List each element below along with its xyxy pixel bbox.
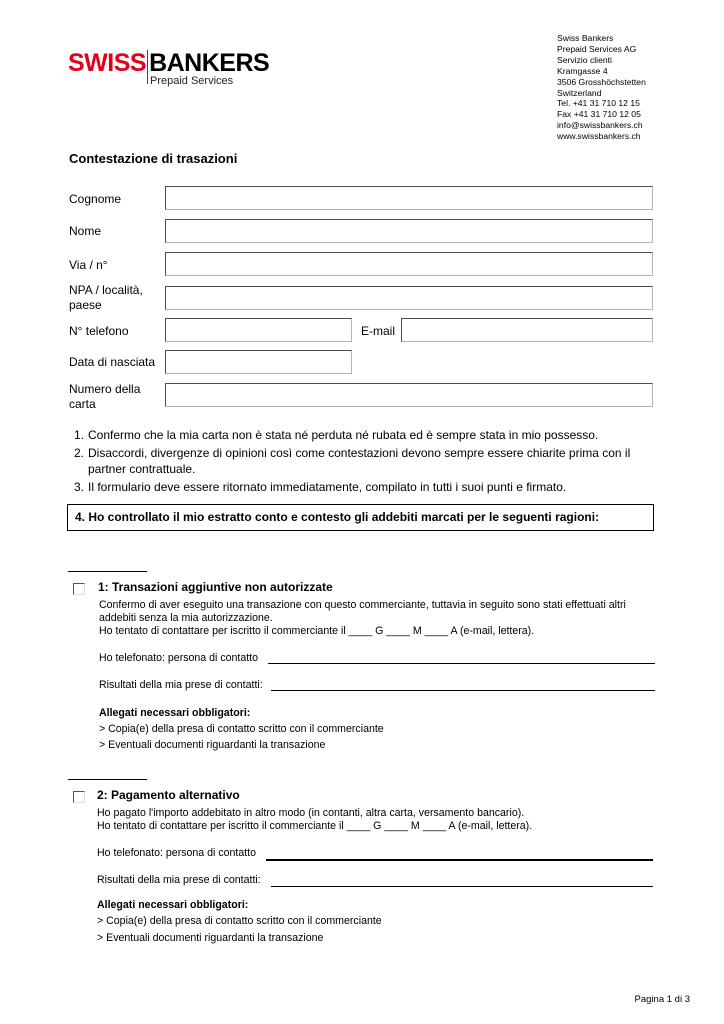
section1-title: 1: Transazioni aggiuntive non autorizzate [98, 580, 333, 594]
email-input[interactable] [401, 318, 653, 342]
telefono-input[interactable] [165, 318, 352, 342]
section2-attach-item: > Eventuali documenti riguardanti la transazione [97, 932, 324, 944]
logo-swiss: SWISS [68, 49, 147, 77]
section-divider [68, 779, 147, 780]
rule-item: 1. Confermo che la mia carta non è stata né perduta né rubata ed è sempre stata in mio possesso. [73, 428, 599, 442]
email-label: E-mail [361, 324, 396, 338]
page-number: Pagina 1 di 3 [634, 994, 690, 1005]
nome-input[interactable] [165, 219, 653, 243]
section1-attach-item: > Copia(e) della presa di contatto scritto con il commerciante [99, 723, 384, 735]
section2-phone-label: Ho telefonato: persona di contatto [97, 847, 257, 859]
section1-result-label: Risultati della mia prese di contatti: [99, 679, 263, 691]
nascita-input[interactable] [165, 350, 352, 374]
page-title: Contestazione di trasazioni [69, 151, 238, 166]
address-line: 3506 Grosshöchstetten [557, 76, 646, 87]
carta-label: Numero della carta [69, 382, 141, 411]
address-website: www.swissbankers.ch [557, 131, 641, 142]
statement-box: 4. Ho controllato il mio estratto conto e contesto gli addebiti marcati per le seguenti ragioni: [67, 504, 654, 531]
nome-label: Nome [69, 224, 102, 238]
section1-attach-heading: Allegati necessari obbligatori: [99, 707, 251, 719]
address-email: info@swissbankers.ch [557, 120, 643, 131]
section1-result-line[interactable] [271, 690, 655, 691]
section2-attach-heading: Allegati necessari obbligatori: [97, 899, 249, 911]
rules-list [69, 427, 654, 496]
section2-title: 2: Pagamento alternativo [97, 788, 240, 802]
logo-separator [147, 50, 148, 84]
via-input[interactable] [165, 252, 653, 276]
npa-input[interactable] [165, 286, 653, 310]
address-line: Swiss Bankers [557, 33, 614, 43]
npa-label: NPA / località, paese [69, 283, 143, 312]
cognome-input[interactable] [165, 186, 653, 210]
section2-phone-line[interactable] [266, 859, 653, 861]
section2-result-line[interactable] [271, 886, 653, 887]
address-line: Fax +41 31 710 12 05 [557, 109, 641, 120]
section2-description: Ho pagato l'importo addebitato in altro modo (in contanti, altra carta, versamento bancario). Ho tentato di contattare per iscritto il commerciante il ____ G ____ M ____ A (e-mail, lettera). [97, 807, 533, 832]
rule-item: 2. Disaccordi, divergenze di opinioni così come contestazioni devono sempre essere chiarite prima con il partner contrattuale. [73, 445, 631, 476]
carta-input[interactable] [165, 383, 653, 407]
via-label: Via / n° [69, 258, 108, 272]
section1-phone-label: Ho telefonato: persona di contatto [99, 652, 259, 664]
logo-bankers: BANKERS [149, 49, 270, 77]
logo-subtitle: Prepaid Services [150, 75, 234, 87]
section1-description: Confermo di aver eseguito una transazione con questo commerciante, tuttavia in seguito sono stati effettuati altri addebiti senza la mia autorizzazione. Ho tentato di contattare per iscritto il commerciante il ____ G ____ M ____ A (e-mail, lettera). [99, 599, 626, 637]
address-line: Prepaid Services AG [557, 43, 637, 54]
section2-checkbox[interactable] [73, 791, 85, 803]
section2-result-label: Risultati della mia prese di contatti: [97, 874, 261, 886]
address-line: Servizio clienti [557, 54, 612, 65]
address-line: Tel. +41 31 710 12 15 [557, 98, 640, 109]
address-block [557, 33, 646, 142]
address-line: Switzerland [557, 87, 602, 98]
section1-checkbox[interactable] [73, 583, 85, 595]
swiss-bankers-logo [68, 49, 270, 87]
telefono-label: N° telefono [69, 324, 129, 338]
cognome-label: Cognome [69, 192, 122, 206]
address-line: Kramgasse 4 [557, 65, 608, 76]
rule-item: 3. Il formulario deve essere ritornato immediatamente, compilato in tutti i suoi punti e firmato. [73, 479, 567, 494]
section1-attach-item: > Eventuali documenti riguardanti la transazione [99, 739, 326, 751]
section-divider [68, 571, 147, 572]
section2-attach-item: > Copia(e) della presa di contatto scritto con il commerciante [97, 915, 382, 927]
section1-phone-line[interactable] [268, 663, 655, 664]
nascita-label: Data di nasciata [69, 355, 156, 369]
